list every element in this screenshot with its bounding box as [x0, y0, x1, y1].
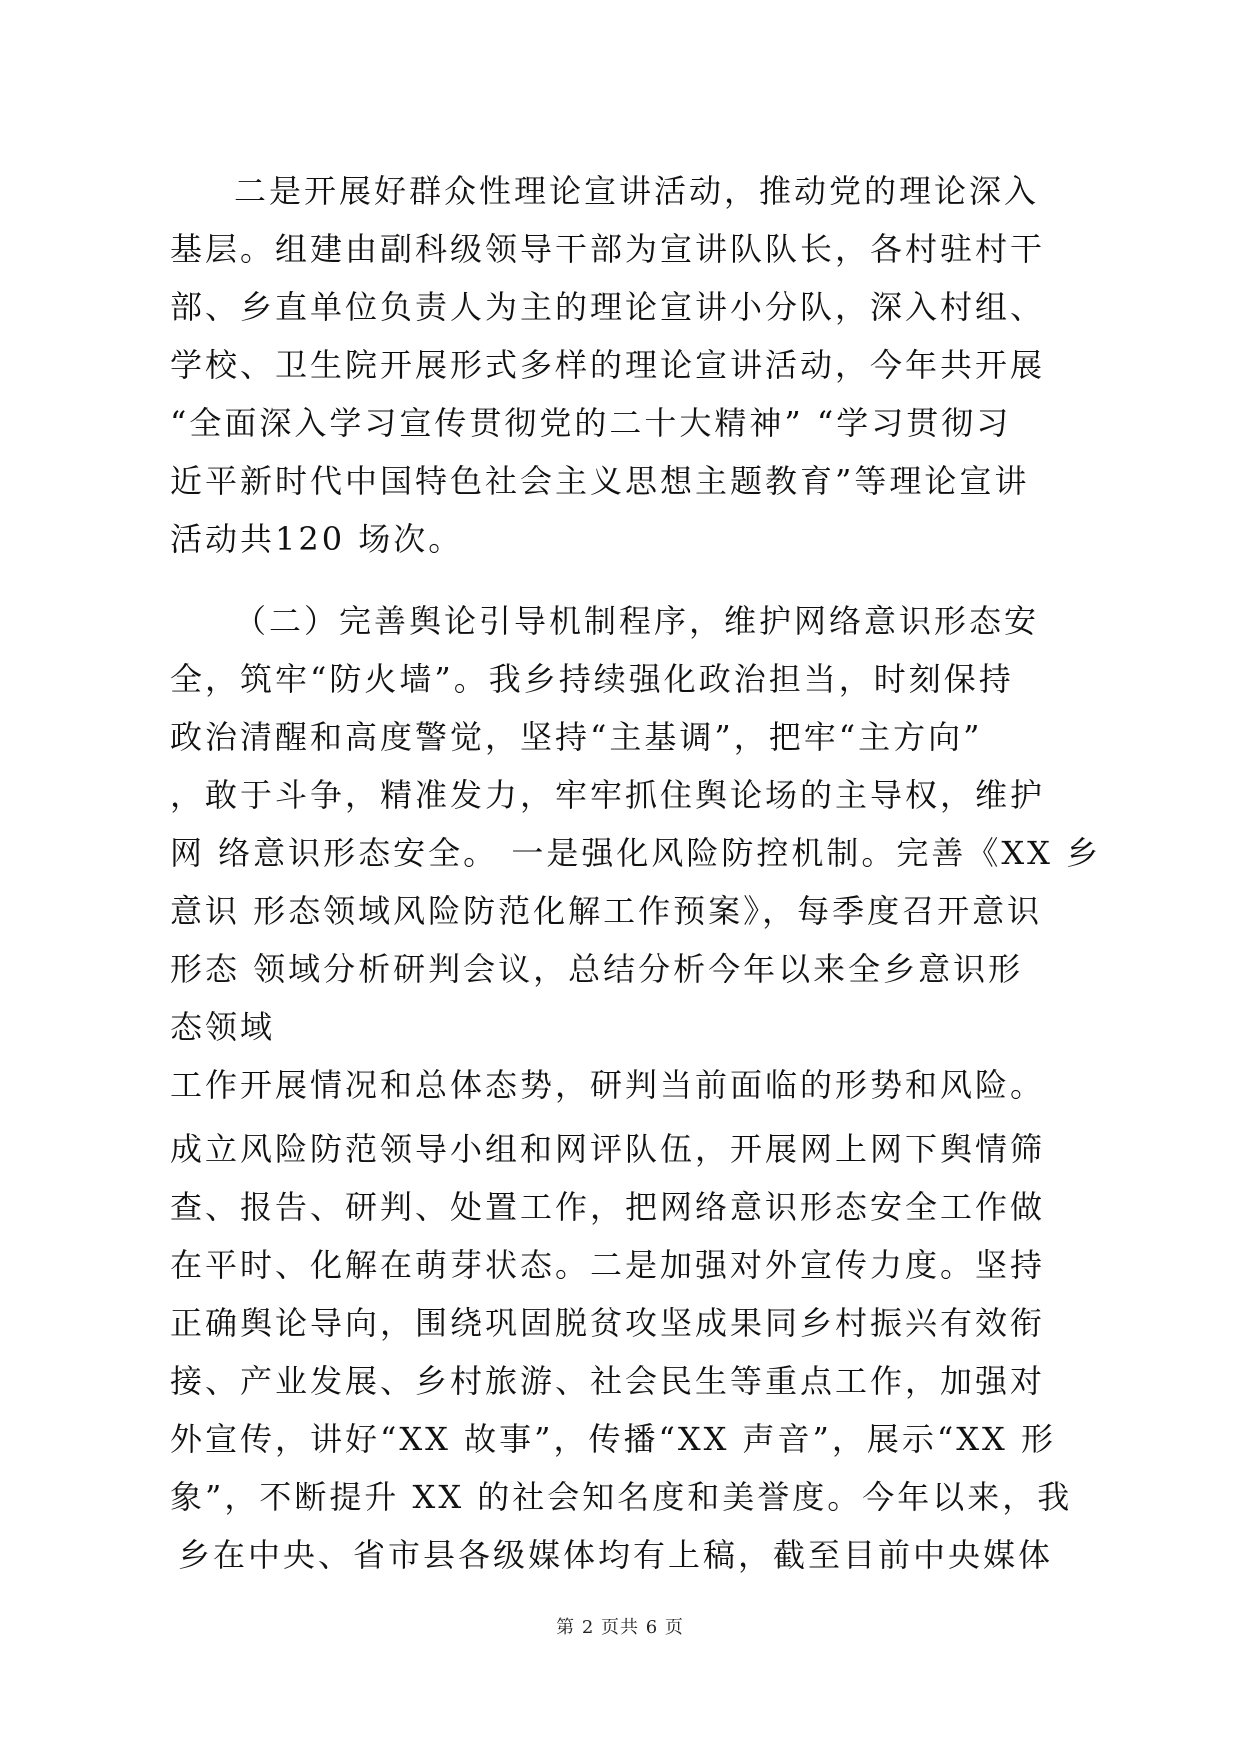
- text-line: 在平时、化解在萌芽状态。二是加强对外宣传力度。坚持: [170, 1246, 1046, 1284]
- text-line: 全，筑牢“防火墙”。我乡持续强化政治担当，时刻保持: [170, 660, 1014, 698]
- text-line: 乡在中央、省市县各级媒体均有上稿，截至目前中央媒体: [178, 1536, 1054, 1574]
- text-line: 网 络意识形态安全。 一是强化风险防控机制。完善《XX 乡: [170, 834, 1102, 872]
- text-line: 形态 领域分析研判会议，总结分析今年以来全乡意识形: [170, 950, 1024, 988]
- text-line: 部、乡直单位负责人为主的理论宣讲小分队，深入村组、: [170, 288, 1046, 326]
- text-line: “全面深入学习宣传贯彻党的二十大精神” “学习贯彻习: [170, 404, 1012, 442]
- text-line: 意识 形态领域风险防范化解工作预案》，每季度召开意识: [170, 892, 1043, 930]
- page-number-footer: 第 2 页共 6 页: [556, 1617, 684, 1638]
- text-line: 查、报告、研判、处置工作，把网络意识形态安全工作做: [170, 1188, 1046, 1226]
- text-line: 正确舆论导向，围绕巩固脱贫攻坚成果同乡村振兴有效衔: [170, 1304, 1046, 1342]
- text-line: 象”，不断提升 XX 的社会知名度和美誉度。今年以来，我: [170, 1478, 1073, 1516]
- text-line: 二是开展好群众性理论宣讲活动，推动党的理论深入: [234, 172, 1040, 210]
- text-line: 近平新时代中国特色社会主义思想主题教育”等理论宣讲: [170, 462, 1030, 500]
- text-line: 基层。组建由副科级领导干部为宣讲队队长，各村驻村干: [170, 230, 1046, 268]
- text-line: （二）完善舆论引导机制程序，维护网络意识形态安: [234, 602, 1040, 640]
- text-line: 政治清醒和高度警觉，坚持“主基调”，把牢“主方向”: [170, 718, 983, 756]
- text-line: 活动共120 场次。: [170, 520, 464, 558]
- text-line: 接、产业发展、乡村旅游、社会民生等重点工作，加强对: [170, 1362, 1046, 1400]
- text-line: 态领域: [170, 1008, 276, 1046]
- text-line: 外宣传，讲好“XX 故事”，传播“XX 声音”，展示“XX 形: [170, 1420, 1057, 1458]
- text-line: 工作开展情况和总体态势，研判当前面临的形势和风险。: [170, 1066, 1046, 1104]
- text-line: 学校、卫生院开展形式多样的理论宣讲活动，今年共开展: [170, 346, 1046, 384]
- text-line: 成立风险防范领导小组和网评队伍，开展网上网下舆情筛: [170, 1130, 1046, 1168]
- text-line: ，敢于斗争，精准发力，牢牢抓住舆论场的主导权，维护: [170, 776, 1046, 814]
